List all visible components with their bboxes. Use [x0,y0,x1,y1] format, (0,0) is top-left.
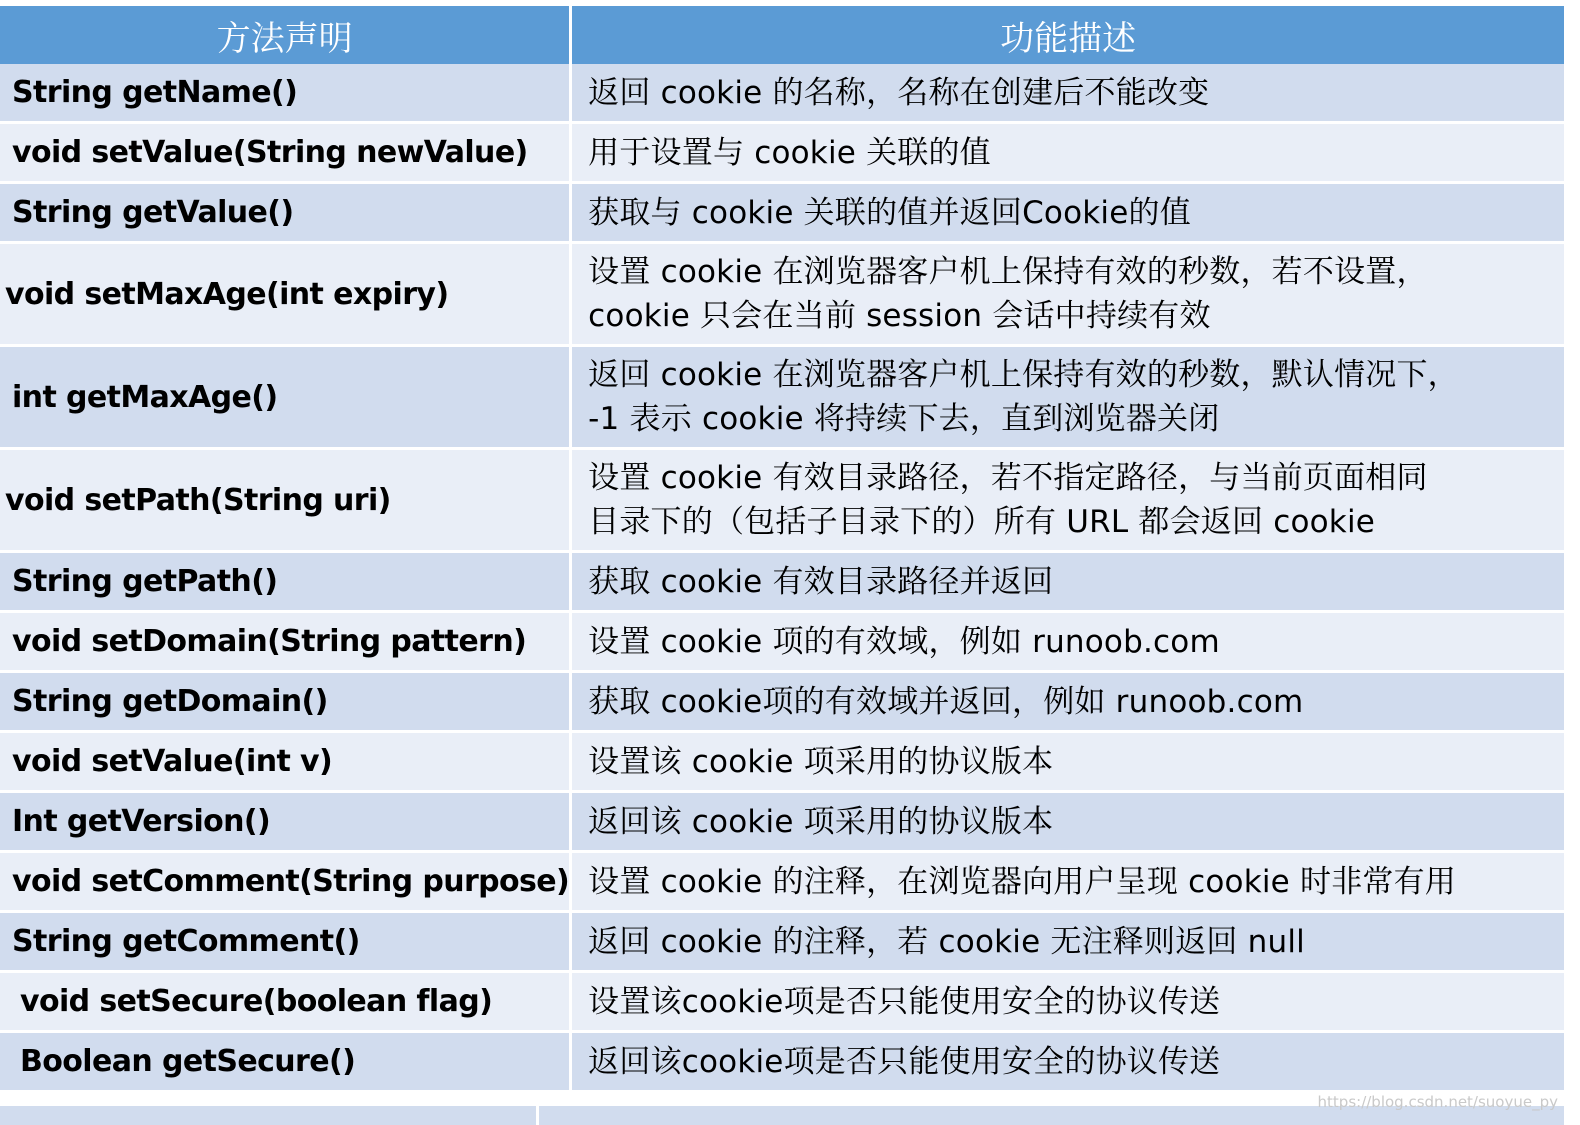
description-cell: 返回 cookie 的名称，名称在创建后不能改变 [571,64,1564,123]
description-cell: 设置 cookie 项的有效域，例如 runoob.com [571,612,1564,672]
cookie-methods-table [0,6,1564,1093]
method-cell: void setPath(String uri) [0,449,571,552]
description-cell: 获取 cookie 有效目录路径并返回 [571,552,1564,612]
table-row [0,732,1564,792]
description-cell: 获取 cookie项的有效域并返回，例如 runoob.com [571,672,1564,732]
column-divider [536,1106,539,1125]
description-cell: 用于设置与 cookie 关联的值 [571,123,1564,183]
description-cell: 返回 cookie 的注释，若 cookie 无注释则返回 null [571,912,1564,972]
table-row [0,672,1564,732]
method-cell: String getComment() [0,912,571,972]
method-cell: String getDomain() [0,672,571,732]
watermark: https://blog.csdn.net/suoyue_py [1317,1093,1558,1111]
table-row [0,123,1564,183]
method-cell: Int getVersion() [0,792,571,852]
description-cell: 设置该cookie项是否只能使用安全的协议传送 [571,972,1564,1032]
method-cell: void setValue(int v) [0,732,571,792]
table-row [0,346,1564,449]
table-row [0,852,1564,912]
description-cell: 返回该 cookie 项采用的协议版本 [571,792,1564,852]
method-cell: Boolean getSecure() [0,1032,571,1092]
method-cell: String getName() [0,64,571,123]
method-cell: int getMaxAge() [0,346,571,449]
table-row [0,243,1564,346]
description-cell: 获取与 cookie 关联的值并返回Cookie的值 [571,183,1564,243]
method-cell: void setSecure(boolean flag) [0,972,571,1032]
method-cell: String getValue() [0,183,571,243]
method-cell: void setDomain(String pattern) [0,612,571,672]
description-cell: 设置 cookie 的注释，在浏览器向用户呈现 cookie 时非常有用 [571,852,1564,912]
method-cell: String getPath() [0,552,571,612]
description-cell: 返回该cookie项是否只能使用安全的协议传送 [571,1032,1564,1092]
table-row [0,183,1564,243]
method-cell: void setComment(String purpose) [0,852,571,912]
table-header-row [0,6,1564,64]
table-row [0,792,1564,852]
description-cell: 设置 cookie 有效目录路径，若不指定路径，与当前页面相同 目录下的（包括子目录下的）所有 URL 都会返回 cookie [571,449,1564,552]
table-row [0,912,1564,972]
description-cell: 返回 cookie 在浏览器客户机上保持有效的秒数，默认情况下， -1 表示 cookie 将持续下去，直到浏览器关闭 [571,346,1564,449]
table-row [0,1032,1564,1092]
description-cell: 设置该 cookie 项采用的协议版本 [571,732,1564,792]
description-cell: 设置 cookie 在浏览器客户机上保持有效的秒数，若不设置， cookie 只会在当前 session 会话中持续有效 [571,243,1564,346]
table-row [0,972,1564,1032]
table-row [0,64,1564,123]
header-function-description: 功能描述 [571,6,1564,64]
table-row [0,552,1564,612]
table-row [0,612,1564,672]
header-method-declaration: 方法声明 [0,6,571,64]
method-cell: void setMaxAge(int expiry) [0,243,571,346]
table-row [0,449,1564,552]
method-cell: void setValue(String newValue) [0,123,571,183]
